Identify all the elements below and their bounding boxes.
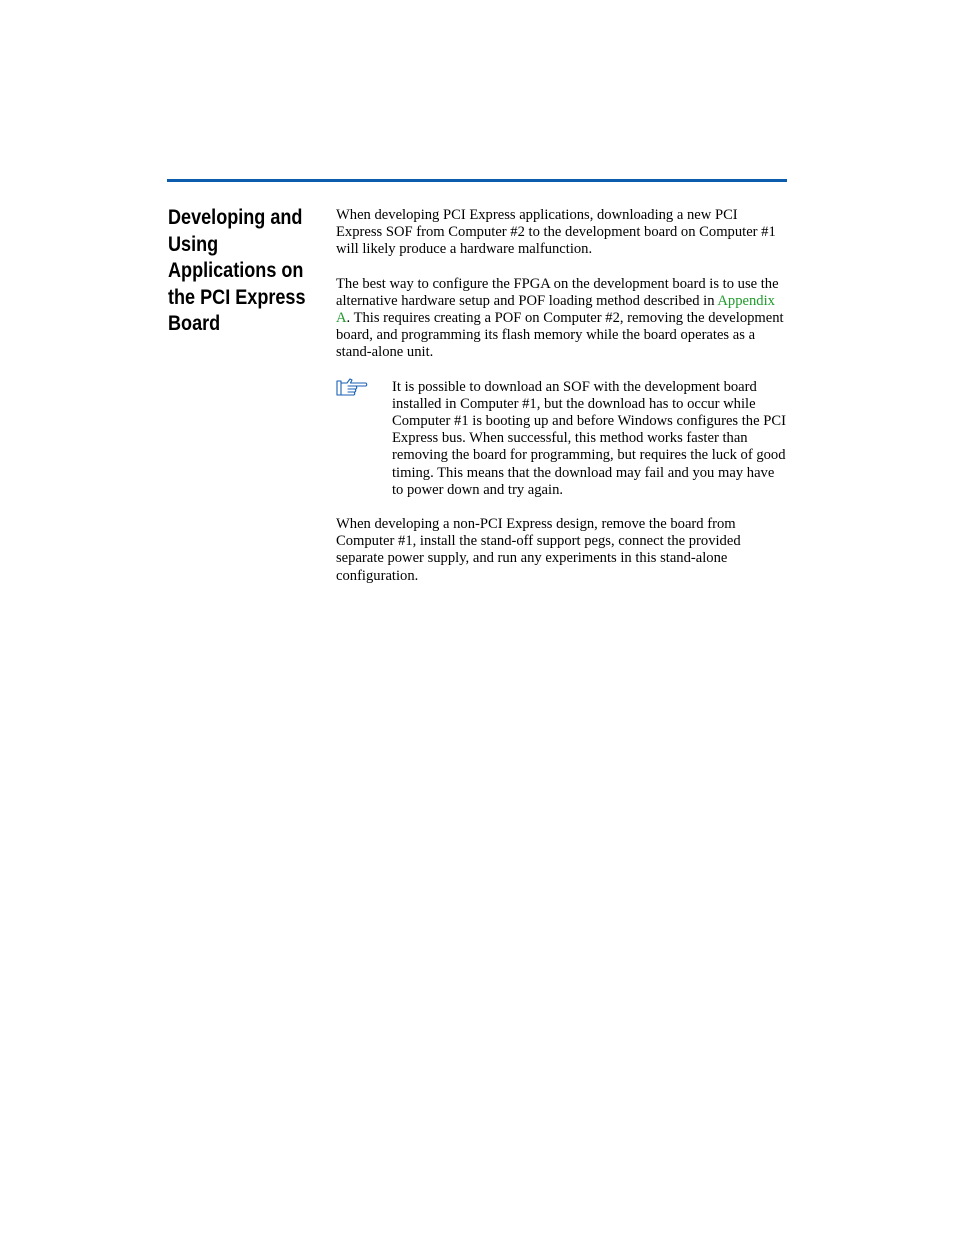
appendix-a-link[interactable]: Appendix A	[336, 292, 775, 327]
heading-line: Board	[168, 311, 221, 336]
paragraph-non-pci: When developing a non-PCI Express design, remove the board from Computer #1, install the stand-off support pegs, connect the provided separate power supply, and run any experiments in this stand-alone configuration.	[336, 516, 741, 584]
heading-line: Developing and	[168, 205, 303, 229]
note-block	[336, 379, 786, 499]
heading-line: the PCI Express	[168, 284, 306, 309]
section-heading	[168, 204, 306, 337]
section-rule	[167, 179, 787, 182]
pointing-hand-icon	[336, 376, 368, 398]
body-column	[336, 207, 786, 602]
note-text: It is possible to download an SOF with the development board installed in Computer #1, but the download has to occur while Computer #1 is booting up and before Windows configures the PCI Express bus. When successful, this method works faster than removing the board for programming, but requires the luck of good timing. This means that the download may fail and you may have to power down and try again.	[392, 378, 786, 498]
paragraph-text: . This requires creating a POF on Computer #2, removing the development board, and programming its flash memory while the board operates as a stand-alone unit.	[336, 310, 784, 361]
paragraph-text: The best way to configure the FPGA on the development board is to use the alternative hardware setup and POF loading method described in	[336, 275, 779, 309]
heading-line: Applications on	[168, 258, 304, 283]
paragraph-configure	[336, 276, 786, 362]
heading-line: Using	[168, 231, 219, 256]
paragraph-intro: When developing PCI Express applications, downloading a new PCI Express SOF from Computer #2 to the development board on Computer #1 will likely produce a hardware malfunction.	[336, 207, 776, 258]
